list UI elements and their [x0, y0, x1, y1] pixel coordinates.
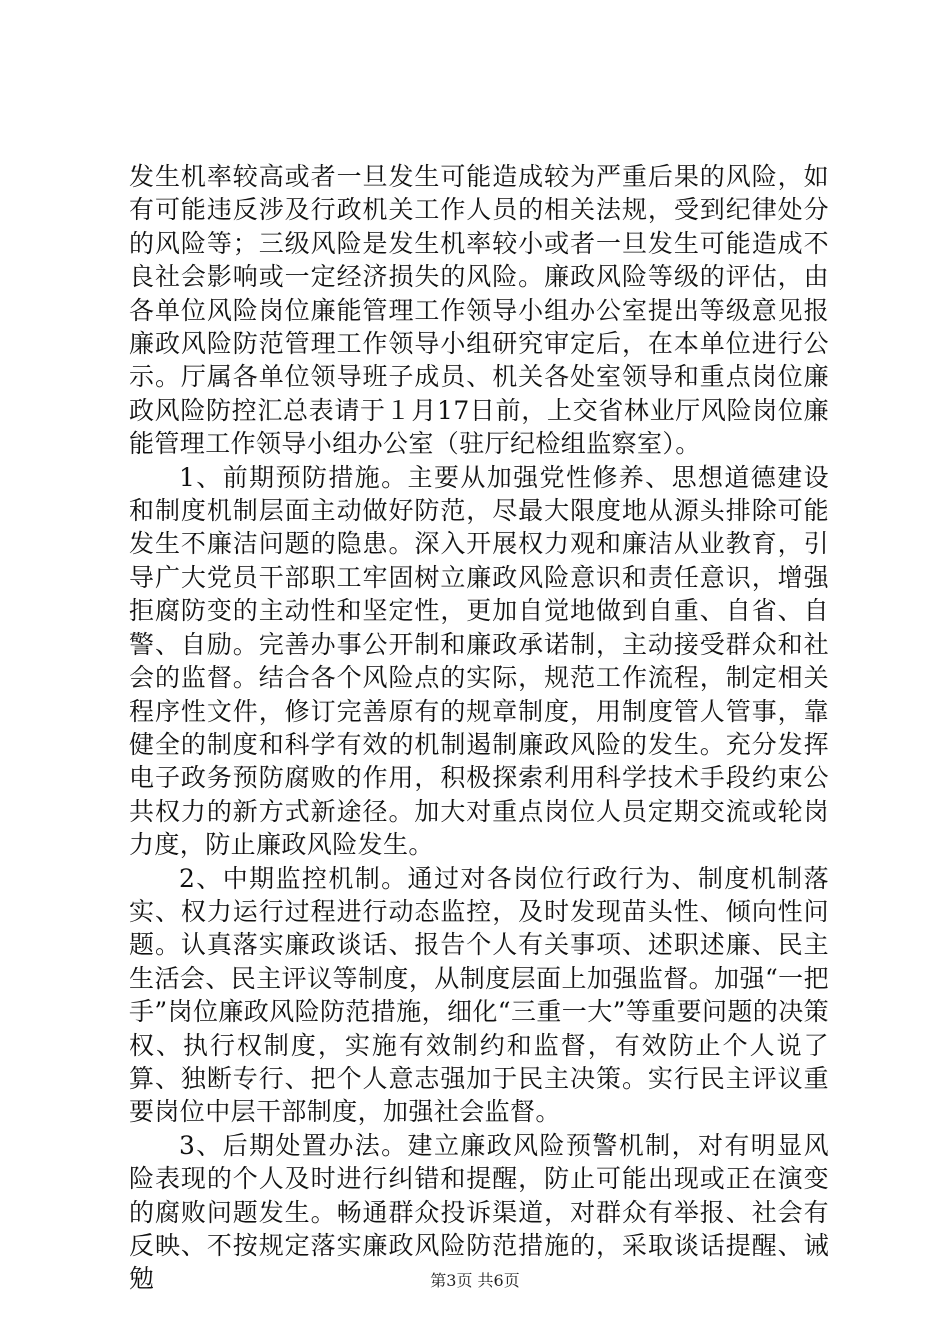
- paragraph-early-prevention: 1、前期预防措施。主要从加强党性修养、思想道德建设和制度机制层面主动做好防范，尽最大限度地从源头排除可能发生不廉洁问题的隐患。深入开展权力观和廉洁从业教育，引导广大党员干部职工牢固树立廉政风险意识和责任意识，增强拒腐防变的主动性和坚定性，更加自觉地做到自重、自省、自警、自励。完善办事公开制和廉政承诺制，主动接受群众和社会的监督。结合各个风险点的实际，规范工作流程，制定相关程序性文件，修订完善原有的规章制度，用制度管人管事，靠健全的制度和科学有效的机制遏制廉政风险的发生。充分发挥电子政务预防腐败的作用，积极探索利用科学技术手段约束公共权力的新方式新途径。加大对重点岗位人员定期交流或轮岗力度，防止廉政风险发生。: [129, 462, 829, 860]
- paragraph-mid-monitoring: 2、中期监控机制。通过对各岗位行政行为、制度机制落实、权力运行过程进行动态监控，及时发现苗头性、倾向性问题。认真落实廉政谈话、报告个人有关事项、述职述廉、民主生活会、民主评议等制度，从制度层面上加强监督。加强“一把手”岗位廉政风险防范措施，细化“三重一大”等重要问题的决策权、执行权制度，实施有效制约和监督，有效防止个人说了算、独断专行、把个人意志强加于民主决策。实行民主评议重要岗位中层干部制度，加强社会监督。: [129, 863, 829, 1127]
- paragraph-continuation: 发生机率较高或者一旦发生可能造成较为严重后果的风险，如有可能违反涉及行政机关工作人员的相关法规，受到纪律处分的风险等；三级风险是发生机率较小或者一旦发生可能造成不良社会影响或一定经济损失的风险。廉政风险等级的评估，由各单位风险岗位廉能管理工作领导小组办公室提出等级意见报廉政风险防范管理工作领导小组研究审定后，在本单位进行公示。厅属各单位领导班子成员、机关各处室领导和重点岗位廉政风险防控汇总表请于１月17日前，上交省林业厅风险岗位廉能管理工作领导小组办公室（驻厅纪检组监察室）。: [129, 162, 829, 459]
- paragraph-late-handling: 3、后期处置办法。建立廉政风险预警机制，对有明显风险表现的个人及时进行纠错和提醒，防止可能出现或正在演变的腐败问题发生。畅通群众投诉渠道，对群众有举报、社会有反映、不按规定落实廉政风险防范措施的，采取谈话提醒、诫勉: [129, 1130, 829, 1294]
- document-body: [129, 160, 829, 1296]
- page-number-footer: 第3页 共6页: [430, 1271, 520, 1290]
